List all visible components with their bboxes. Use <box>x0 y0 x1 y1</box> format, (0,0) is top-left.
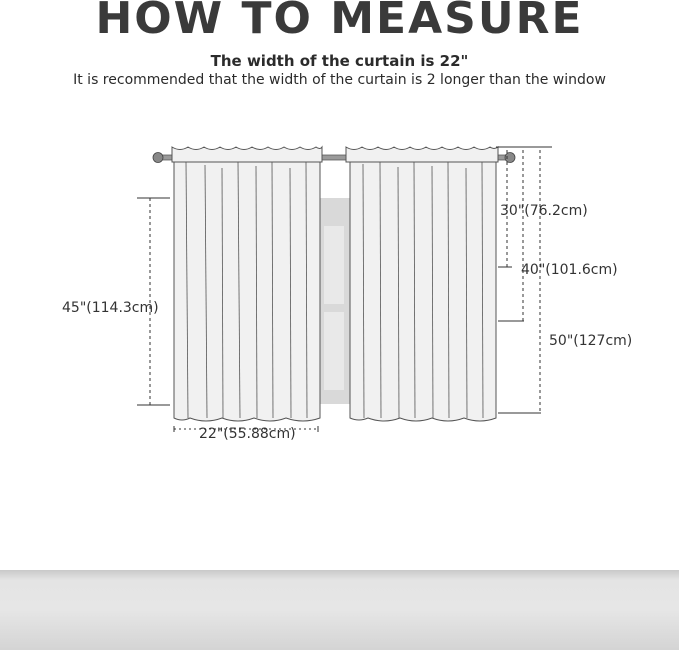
length-40-label: 40"(101.6cm) <box>521 262 618 278</box>
page-title: HOW TO MEASURE <box>95 0 584 44</box>
window-frame <box>318 198 350 404</box>
length-50-label: 50"(127cm) <box>549 333 633 349</box>
curtain-width-heading: The width of the curtain is 22" <box>210 52 469 70</box>
curtain-width-label: 22"(55.88cm) <box>199 426 296 442</box>
left-curtain-panel <box>172 147 322 421</box>
length-30-label: 30"(76.2cm) <box>500 203 588 219</box>
recommendation-note: It is recommended that the width of the curtain is 2 longer than the window <box>73 72 606 88</box>
floor-shadow <box>0 570 679 650</box>
length-measures <box>496 147 552 413</box>
right-curtain-panel <box>346 147 498 421</box>
window-height-label: 45"(114.3cm) <box>62 300 159 316</box>
